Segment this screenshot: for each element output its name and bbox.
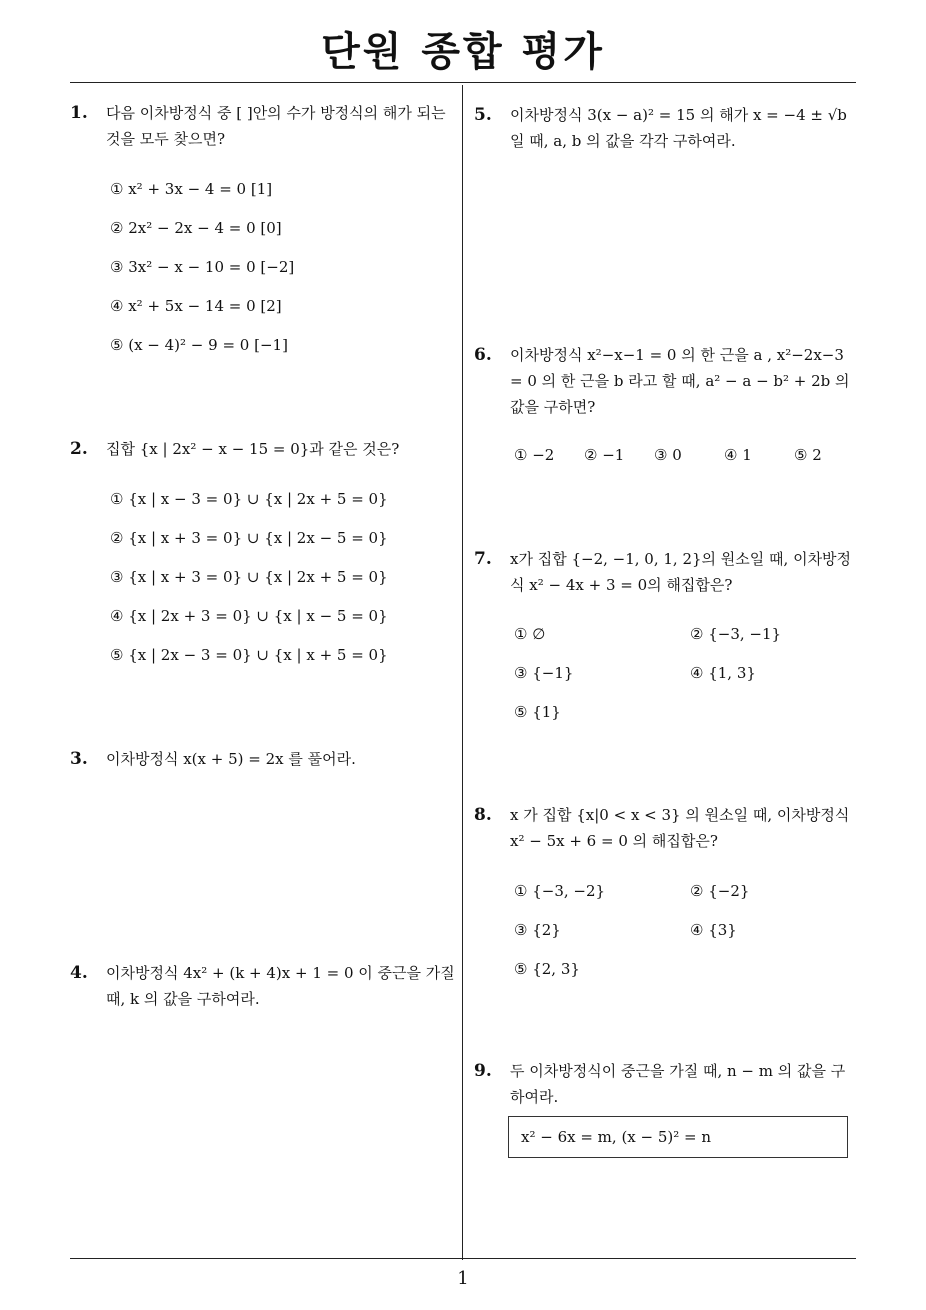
question-number: 6. (474, 345, 492, 365)
question-8-option-4[interactable]: ④ {3} (690, 921, 737, 939)
question-2-option-3[interactable]: ③ {x | x + 3 = 0} ∪ {x | 2x + 5 = 0} (110, 568, 388, 586)
question-1-option-3[interactable]: ③ 3x² − x − 10 = 0 [−2] (110, 258, 295, 276)
page-number: 1 (457, 1268, 469, 1289)
question-7-option-1[interactable]: ① ∅ (514, 625, 546, 643)
question-2-option-1[interactable]: ① {x | x − 3 = 0} ∪ {x | 2x + 5 = 0} (110, 490, 388, 508)
question-2 (70, 436, 460, 462)
question-5 (474, 102, 859, 154)
question-1-option-1[interactable]: ① x² + 3x − 4 = 0 [1] (110, 180, 273, 198)
question-text: 이차방정식 x(x + 5) = 2x 를 풀어라. (106, 750, 356, 768)
question-6 (474, 342, 859, 420)
question-8-option-2[interactable]: ② {−2} (690, 882, 750, 900)
question-7-option-5[interactable]: ⑤ {1} (514, 703, 561, 721)
question-6-option-1[interactable]: ① −2 (514, 446, 555, 464)
question-6-option-4[interactable]: ④ 1 (724, 446, 752, 464)
question-2-option-4[interactable]: ④ {x | 2x + 3 = 0} ∪ {x | x − 5 = 0} (110, 607, 388, 625)
question-number: 1. (70, 103, 88, 123)
question-text: x가 집합 {−2, −1, 0, 1, 2}의 원소일 때, 이차방정식 x² − 4x + 3 = 0의 해집합은? (510, 550, 852, 594)
question-9-equation-box: x² − 6x = m, (x − 5)² = n (508, 1116, 848, 1158)
question-text: 다음 이차방정식 중 [ ]안의 수가 방정식의 해가 되는 것을 모두 찾으면? (106, 104, 446, 148)
question-1-option-2[interactable]: ② 2x² − 2x − 4 = 0 [0] (110, 219, 282, 237)
question-8-option-1[interactable]: ① {−3, −2} (514, 882, 606, 900)
question-8-option-3[interactable]: ③ {2} (514, 921, 561, 939)
question-7-option-4[interactable]: ④ {1, 3} (690, 664, 756, 682)
bottom-rule (70, 1258, 856, 1259)
question-4 (70, 960, 460, 1012)
question-number: 2. (70, 439, 88, 459)
question-text: 이차방정식 x²−x−1 = 0 의 한 근을 a , x²−2x−3 = 0 의 한 근을 b 라고 할 때, a² − a − b² + 2b 의 값을 구하면? (510, 346, 850, 416)
column-divider (462, 85, 463, 1260)
question-number: 7. (474, 549, 492, 569)
question-6-option-2[interactable]: ② −1 (584, 446, 625, 464)
question-1 (70, 100, 460, 152)
question-6-option-3[interactable]: ③ 0 (654, 446, 682, 464)
question-3 (70, 746, 460, 772)
question-number: 5. (474, 105, 492, 125)
page-title: 단원 종합 평가 (321, 29, 605, 75)
question-text: 이차방정식 4x² + (k + 4)x + 1 = 0 이 중근을 가질 때, k 의 값을 구하여라. (106, 964, 455, 1008)
question-text: x 가 집합 {x|0 < x < 3} 의 원소일 때, 이차방정식 x² − 5x + 6 = 0 의 해집합은? (510, 806, 850, 850)
question-7 (474, 546, 859, 598)
question-number: 8. (474, 805, 492, 825)
question-number: 3. (70, 749, 88, 769)
question-2-option-2[interactable]: ② {x | x + 3 = 0} ∪ {x | 2x − 5 = 0} (110, 529, 388, 547)
question-number: 9. (474, 1061, 492, 1081)
question-text: 두 이차방정식이 중근을 가질 때, n − m 의 값을 구하여라. (510, 1062, 846, 1106)
question-9 (474, 1058, 859, 1110)
question-1-option-5[interactable]: ⑤ (x − 4)² − 9 = 0 [−1] (110, 336, 288, 354)
question-7-option-2[interactable]: ② {−3, −1} (690, 625, 782, 643)
question-text: 집합 {x | 2x² − x − 15 = 0}과 같은 것은? (106, 440, 400, 458)
question-2-option-5[interactable]: ⑤ {x | 2x − 3 = 0} ∪ {x | x + 5 = 0} (110, 646, 388, 664)
question-number: 4. (70, 963, 88, 983)
question-1-option-4[interactable]: ④ x² + 5x − 14 = 0 [2] (110, 297, 282, 315)
question-7-option-3[interactable]: ③ {−1} (514, 664, 574, 682)
question-6-option-5[interactable]: ⑤ 2 (794, 446, 822, 464)
top-rule (70, 82, 856, 83)
question-8-option-5[interactable]: ⑤ {2, 3} (514, 960, 580, 978)
question-8 (474, 802, 859, 854)
question-text: 이차방정식 3(x − a)² = 15 의 해가 x = −4 ± √b 일 때, a, b 의 값을 각각 구하여라. (510, 106, 847, 150)
